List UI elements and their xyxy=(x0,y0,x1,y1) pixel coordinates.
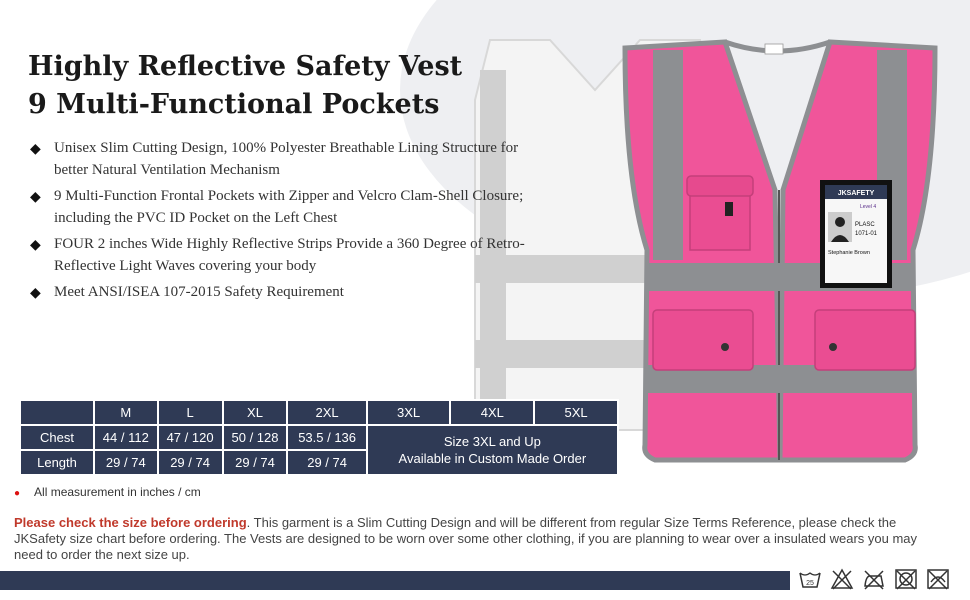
size-chart xyxy=(19,399,619,476)
pink-safety-vest-image xyxy=(615,30,945,490)
custom-note-line-2: Available in Custom Made Order xyxy=(398,451,587,466)
feature-text: Unisex Slim Cutting Design, 100% Polyester Breathable Lining Structure for better Natural Ventilation Mechanism xyxy=(54,140,519,178)
diamond-bullet-icon: ◆ xyxy=(30,286,41,301)
measurement-note-text: All measurement in inches / cm xyxy=(34,485,201,499)
notice-lead: Please check the size before ordering xyxy=(14,515,247,530)
table-cell: 44 / 112 xyxy=(94,425,158,450)
notice-body: . This garment is a Slim Cutting Design and will be different from regular Size Terms Reference, please check the JKSafety size chart before ordering. The Vests are designed to be worn over some other clothing, if you are planning to wear over a insulated wears you may need to order the next size up. xyxy=(14,515,918,562)
feature-text: 9 Multi-Function Frontal Pockets with Zipper and Velcro Clam-Shell Closure; including the PVC ID Pocket on the Left Chest xyxy=(54,188,524,226)
title-line-1: Highly Reflective Safety Vest xyxy=(28,51,463,82)
feature-item xyxy=(30,185,530,229)
badge-code-2: 1071-01 xyxy=(855,231,878,237)
table-cell: 29 / 74 xyxy=(94,450,158,475)
badge-name: Stephanie Brown xyxy=(828,250,870,256)
no-dry-clean-icon xyxy=(926,568,950,590)
title-line-2: 9 Multi-Functional Pockets xyxy=(28,89,440,120)
diamond-bullet-icon: ◆ xyxy=(30,142,41,157)
no-tumble-dry-icon xyxy=(894,568,918,590)
feature-text: Meet ANSI/ISEA 107-2015 Safety Requirement xyxy=(54,284,344,300)
table-cell: 53.5 / 136 xyxy=(287,425,366,450)
size-notice xyxy=(14,515,934,563)
diamond-bullet-icon: ◆ xyxy=(30,190,41,205)
row-label: Chest xyxy=(20,425,94,450)
wash-30-icon xyxy=(798,568,822,590)
care-labels xyxy=(798,564,968,594)
table-cell: 29 / 74 xyxy=(158,450,223,475)
diamond-bullet-icon: ◆ xyxy=(30,238,41,253)
size-header: L xyxy=(158,400,223,425)
table-row xyxy=(20,425,618,450)
size-header: 3XL xyxy=(367,400,451,425)
feature-item xyxy=(30,137,530,181)
corner-cell xyxy=(20,400,94,425)
badge-code-1: PLASC xyxy=(855,222,875,228)
measurement-note xyxy=(14,485,201,499)
table-cell: 29 / 74 xyxy=(287,450,366,475)
wash-temp: 25 xyxy=(806,580,814,587)
table-cell: 50 / 128 xyxy=(223,425,288,450)
size-header: M xyxy=(94,400,158,425)
badge-level: Level 4 xyxy=(860,204,877,210)
no-bleach-icon xyxy=(830,568,854,590)
table-cell: 29 / 74 xyxy=(223,450,288,475)
size-header: XL xyxy=(223,400,288,425)
size-header: 5XL xyxy=(534,400,618,425)
feature-text: FOUR 2 inches Wide Highly Reflective Strips Provide a 360 Degree of Retro-Reflective Light Waves covering your body xyxy=(54,236,525,274)
row-label: Length xyxy=(20,450,94,475)
no-iron-icon xyxy=(862,568,886,590)
footer-bar xyxy=(0,571,790,590)
page-title xyxy=(28,48,462,124)
custom-order-note xyxy=(367,425,618,475)
table-cell: 47 / 120 xyxy=(158,425,223,450)
feature-item xyxy=(30,281,530,303)
feature-list xyxy=(30,137,530,307)
badge-brand: JKSAFETY xyxy=(837,190,875,197)
size-header: 2XL xyxy=(287,400,366,425)
custom-note-line-1: Size 3XL and Up xyxy=(443,434,541,449)
size-header-row xyxy=(20,400,618,425)
size-header: 4XL xyxy=(450,400,534,425)
feature-item xyxy=(30,233,530,277)
red-dot-icon: ● xyxy=(14,488,21,499)
